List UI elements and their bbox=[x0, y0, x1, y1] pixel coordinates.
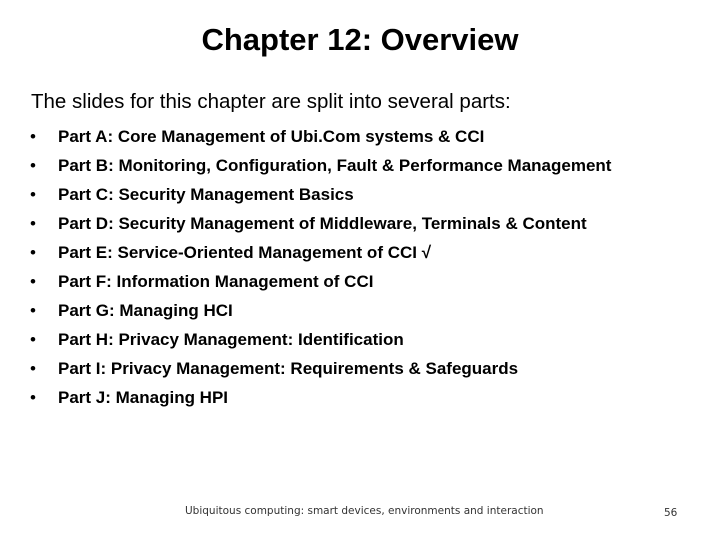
bullet-icon: • bbox=[30, 185, 36, 204]
list-item-text: Part E: Service-Oriented Management of CCI √ bbox=[58, 243, 432, 262]
bullet-icon: • bbox=[30, 127, 36, 146]
list-item-text: Part G: Managing HCI bbox=[58, 301, 233, 320]
list-item-text: Part I: Privacy Management: Requirements & Safeguards bbox=[58, 359, 519, 378]
list-item bbox=[30, 298, 670, 324]
bullet-icon: • bbox=[30, 330, 36, 349]
footer-text: Ubiquitous computing: smart devices, environments and interaction bbox=[185, 505, 544, 517]
bullet-icon: • bbox=[30, 359, 36, 378]
list-item-text: Part C: Security Management Basics bbox=[58, 185, 354, 204]
slide-title: Chapter 12: Overview bbox=[201, 22, 519, 57]
intro-text: The slides for this chapter are split into several parts: bbox=[31, 90, 511, 113]
bullet-icon: • bbox=[30, 301, 36, 320]
bullet-icon: • bbox=[30, 214, 36, 233]
page-number: 56 bbox=[664, 507, 678, 519]
list-item bbox=[30, 211, 670, 237]
list-item bbox=[30, 182, 670, 208]
list-item bbox=[30, 124, 670, 150]
list-item-text: Part D: Security Management of Middleware, Terminals & Content bbox=[58, 214, 587, 233]
bullet-icon: • bbox=[30, 243, 36, 262]
list-item bbox=[30, 153, 670, 179]
list-item bbox=[30, 356, 670, 382]
list-item-text: Part H: Privacy Management: Identification bbox=[58, 330, 404, 349]
bullet-icon: • bbox=[30, 388, 36, 407]
list-item-text: Part B: Monitoring, Configuration, Fault & Performance Management bbox=[58, 156, 612, 175]
list-item bbox=[30, 269, 670, 295]
parts-list bbox=[30, 124, 670, 414]
list-item bbox=[30, 327, 670, 353]
list-item-text: Part A: Core Management of Ubi.Com systems & CCI bbox=[58, 127, 485, 146]
list-item-text: Part J: Managing HPI bbox=[58, 388, 229, 407]
bullet-icon: • bbox=[30, 272, 36, 291]
list-item bbox=[30, 385, 670, 411]
bullet-icon: • bbox=[30, 156, 36, 175]
list-item bbox=[30, 240, 670, 266]
list-item-text: Part F: Information Management of CCI bbox=[58, 272, 374, 291]
